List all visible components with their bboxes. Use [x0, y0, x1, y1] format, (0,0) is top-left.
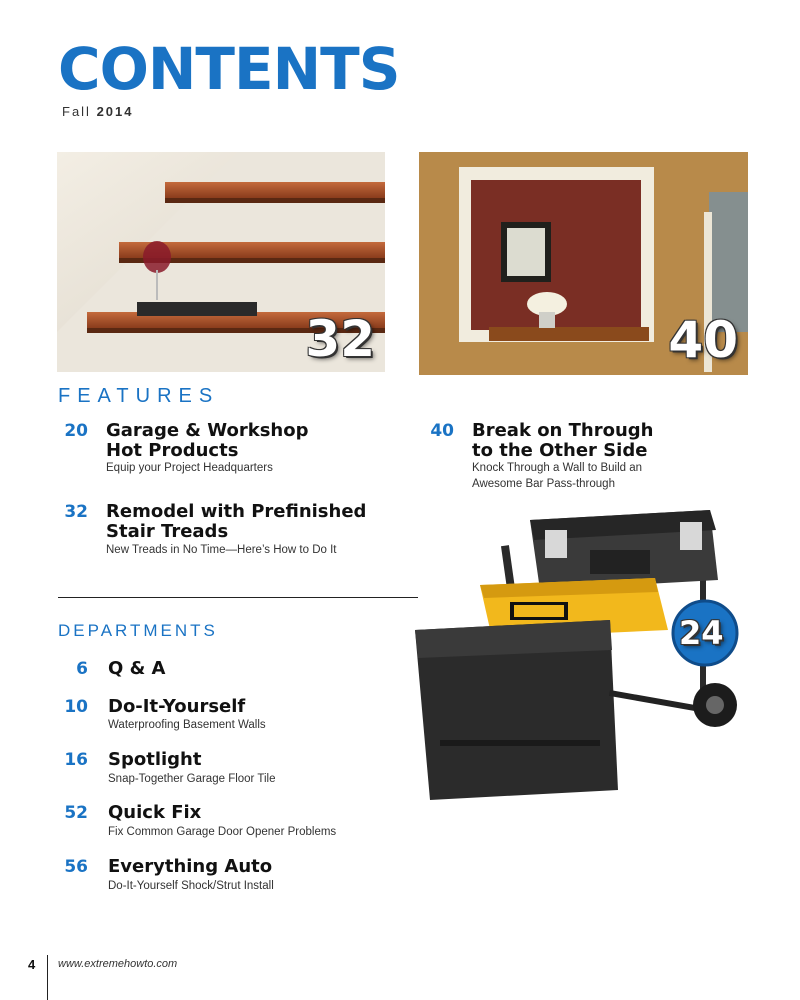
departments-heading: DEPARTMENTS: [58, 621, 218, 640]
feature-title: Break on Through: [472, 420, 654, 441]
toolbox-page-number: 24: [679, 614, 724, 652]
footer-divider: [47, 955, 48, 1000]
issue-season: Fall: [62, 104, 91, 119]
department-title: Quick Fix: [108, 802, 202, 823]
feature-title: Garage & Workshop: [106, 420, 309, 441]
department-page-number: 56: [64, 857, 88, 877]
department-page-number: 52: [64, 803, 88, 823]
website-link[interactable]: www.extremehowto.com: [58, 958, 178, 970]
feature-title-continued: to the Other Side: [472, 440, 648, 461]
department-subtitle: Do-It-Yourself Shock/Strut Install: [108, 880, 274, 892]
department-subtitle: Fix Common Garage Door Opener Problems: [108, 826, 337, 838]
department-page-number: 16: [64, 750, 88, 770]
section-divider: [58, 597, 418, 598]
stairs-photo: [57, 152, 385, 372]
department-page-number: 6: [76, 659, 88, 679]
feature-page-number: 32: [64, 502, 88, 522]
features-heading: FEATURES: [58, 385, 220, 407]
department-title: Spotlight: [108, 749, 202, 770]
department-subtitle: Waterproofing Basement Walls: [108, 719, 266, 731]
issue-date: [62, 104, 134, 119]
feature-title: Remodel with Prefinished: [106, 501, 367, 522]
page-title: CONTENTS: [58, 35, 400, 103]
feature-title-continued: Stair Treads: [106, 521, 229, 542]
department-title: Do-It-Yourself: [108, 696, 246, 717]
toolbox-photo: [400, 500, 745, 805]
stairs-page-number: 32: [305, 310, 375, 368]
feature-subtitle: Equip your Project Headquarters: [106, 462, 273, 474]
feature-title-continued: Hot Products: [106, 440, 239, 461]
passthrough-photo: [419, 152, 748, 375]
feature-subtitle: New Treads in No Time—Here’s How to Do It: [106, 544, 337, 556]
issue-year: 2014: [96, 104, 134, 119]
passthrough-page-number: 40: [668, 311, 738, 369]
department-title: Everything Auto: [108, 856, 273, 877]
feature-page-number: 40: [430, 421, 454, 441]
department-title: Q & A: [108, 658, 166, 679]
feature-subtitle: Knock Through a Wall to Build an: [472, 462, 643, 474]
department-subtitle: Snap-Together Garage Floor Tile: [108, 773, 276, 785]
feature-subtitle-continued: Awesome Bar Pass-through: [472, 478, 615, 490]
page-number: 4: [28, 957, 36, 972]
feature-page-number: 20: [64, 421, 88, 441]
department-page-number: 10: [64, 697, 88, 717]
